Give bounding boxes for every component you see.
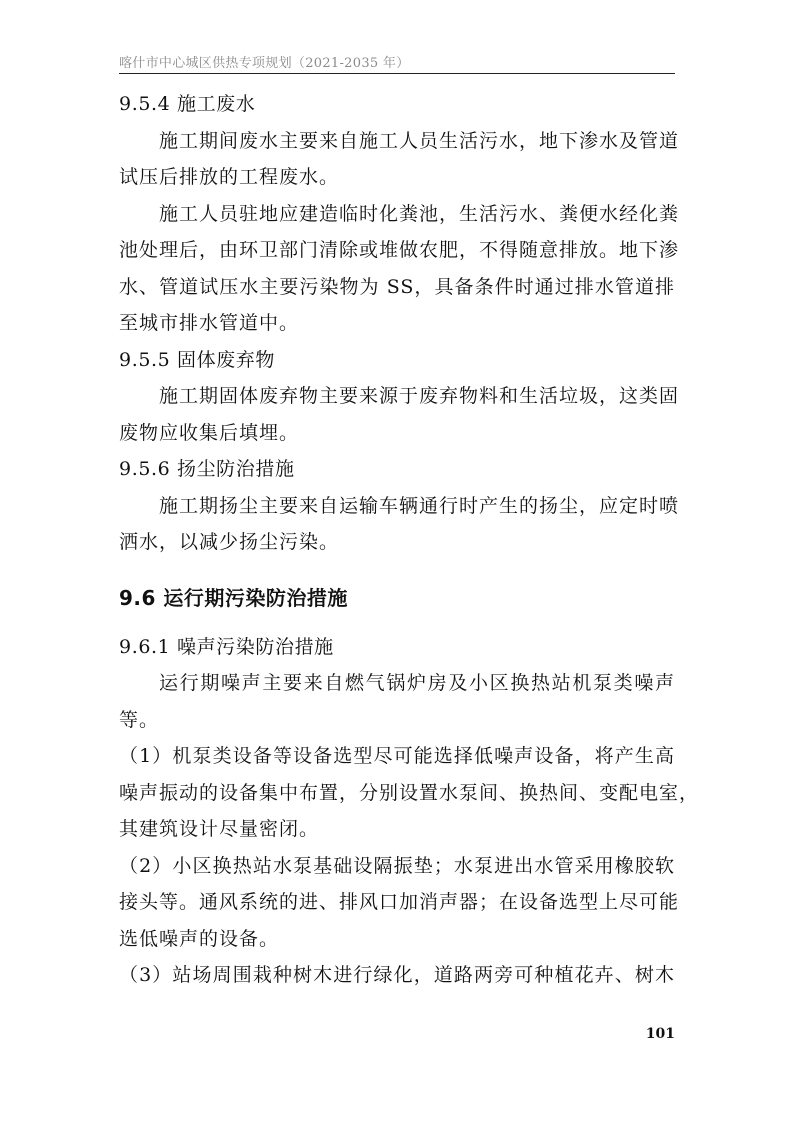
section-heading-9-6: 9.6 运行期污染防治措施	[119, 585, 348, 610]
list-item-line: 选低噪声的设备。	[119, 927, 280, 950]
list-item-line: （2）小区换热站水泵基础设隔振垫；水泵进出水管采用橡胶软	[119, 854, 675, 877]
list-item-line: 噪声振动的设备集中布置，分别设置水泵间、换热间、变配电室，	[119, 781, 700, 804]
header-rule	[119, 73, 675, 74]
running-header: 喀什市中心城区供热专项规划（2021-2035 年）	[119, 56, 410, 71]
paragraph-line: 至城市排水管道中。	[119, 312, 300, 334]
paragraph-line: 等。	[119, 708, 160, 731]
subsection-heading-9-5-5: 9.5.5 固体废弃物	[119, 348, 275, 371]
list-item-line: 其建筑设计尽量密闭。	[119, 818, 320, 840]
list-item-line: 接头等。通风系统的进、排风口加消声器；在设备选型上尽可能	[119, 891, 680, 913]
page-number: 101	[645, 1026, 675, 1042]
page-body	[119, 86, 700, 994]
subsection-heading-9-6-1: 9.6.1 噪声污染防治措施	[119, 635, 334, 658]
paragraph-line: 废物应收集后填埋。	[119, 421, 300, 444]
subsection-heading-9-5-6: 9.5.6 扬尘防治措施	[119, 458, 295, 480]
list-item-line: （1）机泵类设备等设备选型尽可能选择低噪声设备，将产生高	[119, 745, 675, 767]
paragraph-line: 施工期固体废弃物主要来源于废弃物料和生活垃圾，这类固	[159, 385, 680, 407]
list-item-line: （3）站场周围栽种树木进行绿化，道路两旁可种植花卉、树木	[119, 964, 675, 986]
paragraph-line: 施工期间废水主要来自施工人员生活污水，地下渗水及管道	[159, 129, 680, 152]
paragraph-line: 施工期扬尘主要来自运输车辆通行时产生的扬尘，应定时喷	[159, 494, 680, 517]
subsection-heading-9-5-4: 9.5.4 施工废水	[119, 93, 256, 115]
paragraph-line: 施工人员驻地应建造临时化粪池，生活污水、粪便水经化粪	[159, 202, 680, 225]
paragraph-line: 池处理后，由环卫部门清除或堆做农肥，不得随意排放。地下渗	[119, 239, 680, 261]
paragraph-line: 试压后排放的工程废水。	[119, 166, 340, 188]
paragraph-line: 水、管道试压水主要污染物为 SS，具备条件时通过排水管道排	[119, 275, 675, 298]
paragraph-line: 运行期噪声主要来自燃气锅炉房及小区换热站机泵类噪声	[159, 672, 675, 694]
paragraph-line: 洒水，以减少扬尘污染。	[119, 531, 340, 553]
